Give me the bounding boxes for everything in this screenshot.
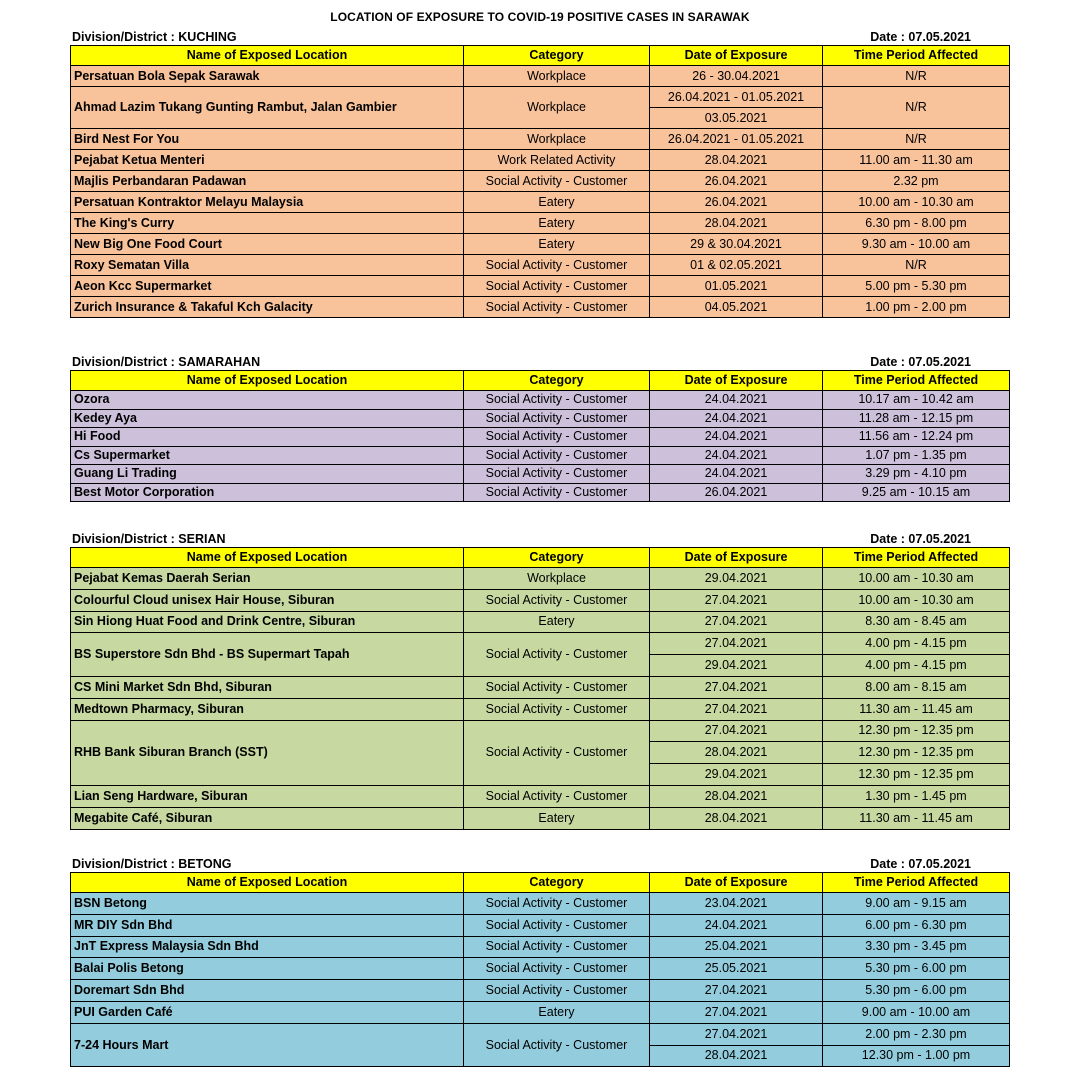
time-period: 10.17 am - 10.42 am: [823, 391, 1010, 410]
table-row: [71, 171, 1010, 192]
category-cell: Social Activity - Customer: [464, 1023, 650, 1067]
time-period: 3.30 pm - 3.45 pm: [823, 936, 1010, 958]
category-cell: Social Activity - Customer: [464, 589, 650, 611]
time-period: N/R: [823, 129, 1010, 150]
report-date: Date : 07.05.2021: [870, 857, 971, 871]
column-header: Time Period Affected: [823, 873, 1010, 893]
table-row: [71, 483, 1010, 502]
table-row: [71, 446, 1010, 465]
table-row: [71, 893, 1010, 915]
column-header: Category: [464, 548, 650, 568]
exposure-date: 04.05.2021: [650, 297, 823, 318]
division-label: Division/District : SAMARAHAN: [72, 355, 261, 369]
column-header: Name of Exposed Location: [71, 873, 464, 893]
section-serian: [70, 531, 1009, 830]
category-cell: Social Activity - Customer: [464, 914, 650, 936]
category-cell: Social Activity - Customer: [464, 633, 650, 677]
location-name: Lian Seng Hardware, Siburan: [71, 785, 464, 807]
table-row: [71, 568, 1010, 590]
location-name: Megabite Café, Siburan: [71, 807, 464, 829]
location-name: Sin Hiong Huat Food and Drink Centre, Siburan: [71, 611, 464, 633]
exposure-date: 24.04.2021: [650, 914, 823, 936]
table-row: [71, 958, 1010, 980]
category-cell: Social Activity - Customer: [464, 483, 650, 502]
column-header: Time Period Affected: [823, 548, 1010, 568]
exposure-date: 23.04.2021: [650, 893, 823, 915]
division-label: Division/District : BETONG: [72, 857, 232, 871]
exposure-date: 29.04.2021: [650, 655, 823, 677]
exposure-date: 29.04.2021: [650, 568, 823, 590]
table-row: [71, 936, 1010, 958]
location-name: RHB Bank Siburan Branch (SST): [71, 720, 464, 785]
exposure-date: 01 & 02.05.2021: [650, 255, 823, 276]
location-name: Guang Li Trading: [71, 465, 464, 484]
column-header: Category: [464, 371, 650, 391]
table-row: [71, 1001, 1010, 1023]
location-name: Pejabat Kemas Daerah Serian: [71, 568, 464, 590]
exposure-date: 26 - 30.04.2021: [650, 66, 823, 87]
location-name: Persatuan Bola Sepak Sarawak: [71, 66, 464, 87]
time-period: 10.00 am - 10.30 am: [823, 568, 1010, 590]
time-period: 1.30 pm - 1.45 pm: [823, 785, 1010, 807]
time-period: 1.07 pm - 1.35 pm: [823, 446, 1010, 465]
category-cell: Social Activity - Customer: [464, 255, 650, 276]
column-header: Time Period Affected: [823, 46, 1010, 66]
table-row: [71, 409, 1010, 428]
location-name: Pejabat Ketua Menteri: [71, 150, 464, 171]
column-header: Time Period Affected: [823, 371, 1010, 391]
time-period: N/R: [823, 87, 1010, 129]
division-label: Division/District : KUCHING: [72, 30, 237, 44]
column-header: Category: [464, 46, 650, 66]
category-cell: Social Activity - Customer: [464, 676, 650, 698]
exposure-date: 29.04.2021: [650, 764, 823, 786]
section-samarahan: [70, 354, 1009, 502]
table-row: [71, 255, 1010, 276]
table-row: [71, 720, 1010, 742]
category-cell: Social Activity - Customer: [464, 297, 650, 318]
exposure-date: 03.05.2021: [650, 108, 823, 129]
time-period: 9.00 am - 9.15 am: [823, 893, 1010, 915]
exposure-date: 25.04.2021: [650, 936, 823, 958]
division-label: Division/District : SERIAN: [72, 532, 226, 546]
report-date: Date : 07.05.2021: [870, 355, 971, 369]
time-period: 12.30 pm - 12.35 pm: [823, 764, 1010, 786]
table-row: [71, 428, 1010, 447]
column-header: Date of Exposure: [650, 548, 823, 568]
exposure-date: 28.04.2021: [650, 213, 823, 234]
time-period: 9.30 am - 10.00 am: [823, 234, 1010, 255]
table-header-row: [71, 371, 1010, 391]
category-cell: Social Activity - Customer: [464, 720, 650, 785]
exposure-date: 28.04.2021: [650, 807, 823, 829]
category-cell: Eatery: [464, 1001, 650, 1023]
location-name: BS Superstore Sdn Bhd - BS Supermart Tapah: [71, 633, 464, 677]
time-period: N/R: [823, 255, 1010, 276]
time-period: 5.30 pm - 6.00 pm: [823, 958, 1010, 980]
section-header: [70, 29, 1009, 45]
location-name: Medtown Pharmacy, Siburan: [71, 698, 464, 720]
time-period: 10.00 am - 10.30 am: [823, 192, 1010, 213]
category-cell: Workplace: [464, 568, 650, 590]
category-cell: Eatery: [464, 192, 650, 213]
time-period: 1.00 pm - 2.00 pm: [823, 297, 1010, 318]
category-cell: Eatery: [464, 234, 650, 255]
category-cell: Social Activity - Customer: [464, 936, 650, 958]
exposure-date: 27.04.2021: [650, 698, 823, 720]
exposure-table: [70, 45, 1010, 318]
category-cell: Workplace: [464, 66, 650, 87]
report-date: Date : 07.05.2021: [870, 30, 971, 44]
time-period: 2.32 pm: [823, 171, 1010, 192]
location-name: Doremart Sdn Bhd: [71, 980, 464, 1002]
time-period: 8.30 am - 8.45 am: [823, 611, 1010, 633]
table-row: [71, 391, 1010, 410]
category-cell: Social Activity - Customer: [464, 171, 650, 192]
table-row: [71, 465, 1010, 484]
exposure-date: 26.04.2021: [650, 192, 823, 213]
time-period: 11.00 am - 11.30 am: [823, 150, 1010, 171]
exposure-date: 27.04.2021: [650, 720, 823, 742]
exposure-date: 27.04.2021: [650, 980, 823, 1002]
time-period: 11.28 am - 12.15 pm: [823, 409, 1010, 428]
exposure-date: 25.05.2021: [650, 958, 823, 980]
location-name: Hi Food: [71, 428, 464, 447]
location-name: Bird Nest For You: [71, 129, 464, 150]
time-period: 11.30 am - 11.45 am: [823, 807, 1010, 829]
category-cell: Social Activity - Customer: [464, 893, 650, 915]
table-row: [71, 150, 1010, 171]
location-name: The King's Curry: [71, 213, 464, 234]
location-name: BSN Betong: [71, 893, 464, 915]
section-betong: [70, 856, 1009, 1067]
time-period: 4.00 pm - 4.15 pm: [823, 633, 1010, 655]
table-row: [71, 807, 1010, 829]
exposure-date: 26.04.2021 - 01.05.2021: [650, 129, 823, 150]
exposure-date: 26.04.2021: [650, 171, 823, 192]
exposure-date: 28.04.2021: [650, 742, 823, 764]
category-cell: Social Activity - Customer: [464, 465, 650, 484]
table-row: [71, 611, 1010, 633]
location-name: 7-24 Hours Mart: [71, 1023, 464, 1067]
category-cell: Eatery: [464, 213, 650, 234]
table-row: [71, 785, 1010, 807]
exposure-date: 27.04.2021: [650, 676, 823, 698]
exposure-table: [70, 547, 1010, 830]
time-period: 10.00 am - 10.30 am: [823, 589, 1010, 611]
location-name: Best Motor Corporation: [71, 483, 464, 502]
column-header: Name of Exposed Location: [71, 371, 464, 391]
exposure-date: 26.04.2021: [650, 483, 823, 502]
time-period: 2.00 pm - 2.30 pm: [823, 1023, 1010, 1045]
exposure-date: 24.04.2021: [650, 446, 823, 465]
location-name: Colourful Cloud unisex Hair House, Siburan: [71, 589, 464, 611]
section-kuching: [70, 29, 1009, 318]
exposure-date: 28.04.2021: [650, 1045, 823, 1067]
time-period: 11.30 am - 11.45 am: [823, 698, 1010, 720]
time-period: 6.30 pm - 8.00 pm: [823, 213, 1010, 234]
table-row: [71, 129, 1010, 150]
category-cell: Social Activity - Customer: [464, 980, 650, 1002]
location-name: Kedey Aya: [71, 409, 464, 428]
category-cell: Social Activity - Customer: [464, 446, 650, 465]
time-period: 4.00 pm - 4.15 pm: [823, 655, 1010, 677]
category-cell: Eatery: [464, 807, 650, 829]
column-header: Name of Exposed Location: [71, 548, 464, 568]
exposure-date: 27.04.2021: [650, 1023, 823, 1045]
table-row: [71, 698, 1010, 720]
table-row: [71, 633, 1010, 655]
table-header-row: [71, 548, 1010, 568]
exposure-table: [70, 872, 1010, 1067]
exposure-date: 24.04.2021: [650, 465, 823, 484]
category-cell: Work Related Activity: [464, 150, 650, 171]
location-name: PUI Garden Café: [71, 1001, 464, 1023]
exposure-date: 24.04.2021: [650, 409, 823, 428]
category-cell: Workplace: [464, 87, 650, 129]
time-period: 11.56 am - 12.24 pm: [823, 428, 1010, 447]
table-row: [71, 213, 1010, 234]
exposure-date: 27.04.2021: [650, 1001, 823, 1023]
time-period: 5.00 pm - 5.30 pm: [823, 276, 1010, 297]
location-name: New Big One Food Court: [71, 234, 464, 255]
exposure-date: 27.04.2021: [650, 633, 823, 655]
category-cell: Social Activity - Customer: [464, 276, 650, 297]
section-header: [70, 531, 1009, 547]
exposure-date: 24.04.2021: [650, 428, 823, 447]
table-row: [71, 276, 1010, 297]
table-row: [71, 234, 1010, 255]
time-period: 5.30 pm - 6.00 pm: [823, 980, 1010, 1002]
column-header: Date of Exposure: [650, 46, 823, 66]
location-name: JnT Express Malaysia Sdn Bhd: [71, 936, 464, 958]
table-row: [71, 297, 1010, 318]
location-name: MR DIY Sdn Bhd: [71, 914, 464, 936]
table-row: [71, 1023, 1010, 1045]
time-period: 12.30 pm - 1.00 pm: [823, 1045, 1010, 1067]
exposure-date: 27.04.2021: [650, 589, 823, 611]
category-cell: Social Activity - Customer: [464, 428, 650, 447]
category-cell: Social Activity - Customer: [464, 391, 650, 410]
time-period: 8.00 am - 8.15 am: [823, 676, 1010, 698]
column-header: Name of Exposed Location: [71, 46, 464, 66]
table-row: [71, 914, 1010, 936]
time-period: N/R: [823, 66, 1010, 87]
time-period: 12.30 pm - 12.35 pm: [823, 742, 1010, 764]
exposure-table: [70, 370, 1010, 502]
column-header: Date of Exposure: [650, 873, 823, 893]
table-row: [71, 66, 1010, 87]
location-name: Majlis Perbandaran Padawan: [71, 171, 464, 192]
exposure-date: 26.04.2021 - 01.05.2021: [650, 87, 823, 108]
category-cell: Social Activity - Customer: [464, 958, 650, 980]
exposure-date: 01.05.2021: [650, 276, 823, 297]
report-date: Date : 07.05.2021: [870, 532, 971, 546]
exposure-date: 28.04.2021: [650, 785, 823, 807]
location-name: Cs Supermarket: [71, 446, 464, 465]
location-name: Roxy Sematan Villa: [71, 255, 464, 276]
column-header: Date of Exposure: [650, 371, 823, 391]
location-name: Ozora: [71, 391, 464, 410]
table-row: [71, 87, 1010, 108]
table-header-row: [71, 46, 1010, 66]
location-name: Ahmad Lazim Tukang Gunting Rambut, Jalan Gambier: [71, 87, 464, 129]
time-period: 6.00 pm - 6.30 pm: [823, 914, 1010, 936]
category-cell: Workplace: [464, 129, 650, 150]
table-row: [71, 192, 1010, 213]
category-cell: Social Activity - Customer: [464, 698, 650, 720]
location-name: Zurich Insurance & Takaful Kch Galacity: [71, 297, 464, 318]
location-name: Persatuan Kontraktor Melayu Malaysia: [71, 192, 464, 213]
section-header: [70, 856, 1009, 872]
exposure-date: 29 & 30.04.2021: [650, 234, 823, 255]
category-cell: Social Activity - Customer: [464, 785, 650, 807]
section-header: [70, 354, 1009, 370]
column-header: Category: [464, 873, 650, 893]
location-name: Aeon Kcc Supermarket: [71, 276, 464, 297]
time-period: 9.25 am - 10.15 am: [823, 483, 1010, 502]
table-row: [71, 589, 1010, 611]
table-header-row: [71, 873, 1010, 893]
exposure-date: 27.04.2021: [650, 611, 823, 633]
page-title: LOCATION OF EXPOSURE TO COVID-19 POSITIVE CASES IN SARAWAK: [330, 10, 750, 24]
time-period: 9.00 am - 10.00 am: [823, 1001, 1010, 1023]
table-row: [71, 980, 1010, 1002]
exposure-date: 24.04.2021: [650, 391, 823, 410]
exposure-date: 28.04.2021: [650, 150, 823, 171]
category-cell: Eatery: [464, 611, 650, 633]
location-name: CS Mini Market Sdn Bhd, Siburan: [71, 676, 464, 698]
time-period: 12.30 pm - 12.35 pm: [823, 720, 1010, 742]
category-cell: Social Activity - Customer: [464, 409, 650, 428]
table-row: [71, 676, 1010, 698]
location-name: Balai Polis Betong: [71, 958, 464, 980]
time-period: 3.29 pm - 4.10 pm: [823, 465, 1010, 484]
